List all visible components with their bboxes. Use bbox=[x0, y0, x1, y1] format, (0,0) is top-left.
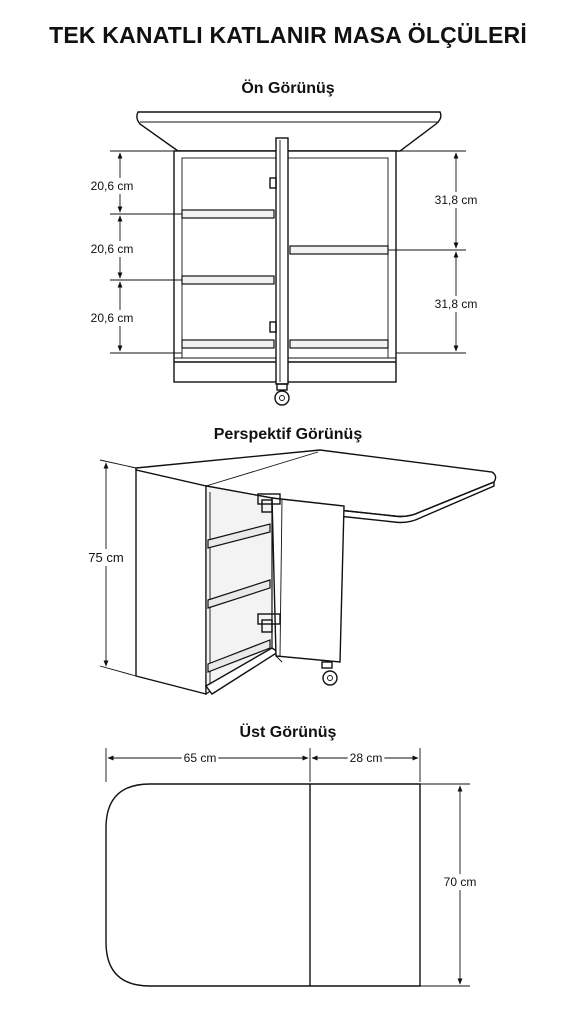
front-left-dim-1: 20,6 cm bbox=[90, 179, 134, 193]
front-left-shelf bbox=[182, 210, 274, 218]
perspective-caster-wheel bbox=[323, 671, 337, 685]
perspective-view-drawing bbox=[86, 450, 495, 694]
front-right-shelf bbox=[290, 246, 388, 254]
front-left-shelf bbox=[182, 340, 274, 348]
perspective-door-panel bbox=[272, 498, 344, 662]
top-view-title: Üst Görünüş bbox=[239, 724, 337, 741]
front-right-dim-2: 31,8 cm bbox=[434, 297, 478, 311]
top-view-drawing bbox=[106, 748, 478, 986]
front-door-panel bbox=[276, 138, 288, 384]
front-left-dim-2: 20,6 cm bbox=[90, 242, 134, 256]
perspective-view-title: Perspektif Görünüş bbox=[213, 426, 363, 443]
front-view-drawing bbox=[89, 112, 480, 405]
front-left-dim-3: 20,6 cm bbox=[90, 311, 134, 325]
front-tabletop bbox=[137, 112, 441, 151]
front-caster-mount bbox=[277, 384, 287, 390]
front-left-shelf bbox=[182, 276, 274, 284]
front-right-dim-1: 31,8 cm bbox=[434, 193, 478, 207]
front-right-shelf bbox=[290, 340, 388, 348]
top-width-dim-2: 28 cm bbox=[349, 751, 383, 765]
top-table-outline bbox=[106, 784, 420, 986]
perspective-height-dim: 75 cm bbox=[88, 550, 124, 565]
front-caster-wheel bbox=[275, 391, 289, 405]
perspective-side-panel bbox=[136, 470, 206, 694]
front-view-title: Ön Görünüş bbox=[241, 80, 335, 97]
perspective-caster-mount bbox=[322, 662, 332, 668]
top-depth-dim: 70 cm bbox=[443, 875, 477, 889]
page-title: TEK KANATLI KATLANIR MASA ÖLÇÜLERİ bbox=[49, 22, 527, 48]
top-width-dim-1: 65 cm bbox=[183, 751, 217, 765]
